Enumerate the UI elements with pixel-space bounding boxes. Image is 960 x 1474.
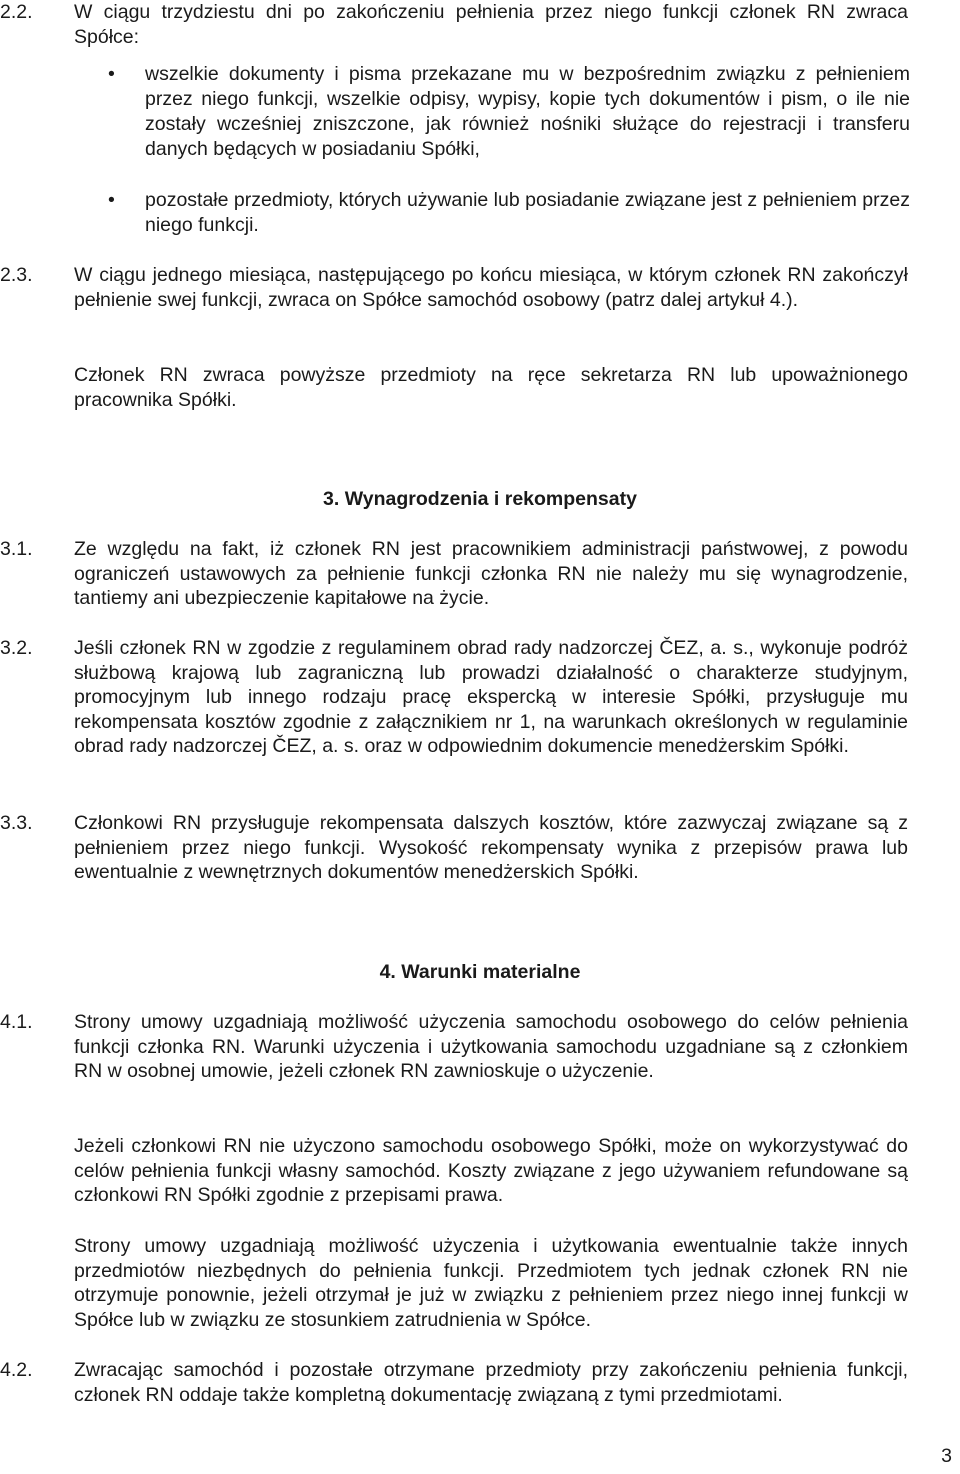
section-3-heading: 3. Wynagrodzenia i rekompensaty [323,488,637,510]
paragraph-3-1 [0,537,908,611]
paragraph-4-1-second [0,1134,908,1208]
section-4-1 [0,1010,960,1084]
section-4-heading: 4. Warunki materialne [379,961,581,983]
paragraph-4-1-third [0,1234,908,1332]
paragraph-number: 2.2. [0,1,33,23]
list-item [108,188,910,238]
paragraph-text: Jeśli członek RN w zgodzie z regulaminem obrad rady nadzorczej ČEZ, a. s., wykonuje podróż służbową krajową lub zagraniczną lub prowadzi działalność o charakterze studyjnym, promocyjnym lub innego rodzaju pracę ekspercką w interesie Spółki, przysługuje mu rekompensata kosztów zgodnie z załącznikiem nr 1, na warunkach określonych w regulaminie obrad rady nadzorczej ČEZ, a. s. oraz w odpowiednim dokumencie menedżerskim Spółki. [74,637,908,758]
paragraph-4-1 [0,1010,908,1084]
paragraph-2-3 [0,263,908,312]
paragraph-number: 4.2. [0,1359,33,1381]
list-item-text: wszelkie dokumenty i pisma przekazane mu w bezpośrednim związku z pełnieniem przez niego funkcji, wszelkie odpisy, wypisy, kopie tych dokumentów i pism, o ile nie zostały wcześniej zniszczone, jak również nośniki służące do rejestracji i transferu danych będących w posiadaniu Spółki, [145,63,910,160]
paragraph-2-3-second [0,363,908,412]
paragraph-number: 3.3. [0,812,33,834]
section-3-3 [0,811,960,885]
bullet-icon: • [108,63,115,85]
paragraph-text: Jeżeli członkowi RN nie użyczono samochodu osobowego Spółki, może on wykorzystywać do celów pełnienia funkcji własny samochód. Koszty związane z jego używaniem refundowane są członkowi RN Spółki zgodnie z przepisami prawa. [74,1135,908,1207]
paragraph-number: 3.2. [0,637,33,659]
section-2-3-cont [0,363,960,412]
paragraph-text: Strony umowy uzgadniają możliwość użyczenia i użytkowania ewentualnie także innych przedmiotów niezbędnych do pełnienia funkcji. Przedmiotem tych jednak członek RN nie otrzymuje ponownie, jeżeli otrzymał je już w związku z pełnieniem przez niego innej funkcji w Spółce lub w związku ze stosunkiem zatrudnienia w Spółce. [74,1235,908,1331]
section-4-1-cont2 [0,1234,960,1332]
bullet-list [0,62,960,162]
paragraph-text: Strony umowy uzgadniają możliwość użyczenia samochodu osobowego do celów pełnienia funkcji członka RN. Warunki użyczenia i użytkowania samochodu uzgadniane są z członkiem RN w osobnej umowie, jeżeli członek RN zawnioskuje o użyczenie. [74,1011,908,1083]
paragraph-4-2 [0,1358,908,1407]
section-2-2 [0,0,960,49]
section-3-1 [0,537,960,611]
paragraph-number: 4.1. [0,1011,33,1033]
paragraph-text: Członkowi RN przysługuje rekompensata dalszych kosztów, które zazwyczaj związane są z pełnieniem przez niego funkcji. Wysokość rekompensaty wynika z przepisów prawa lub ewentualnie z wewnętrznych dokumentów menedżerskich Spółki. [74,812,908,884]
paragraph-text: Zwracając samochód i pozostałe otrzymane przedmioty przy zakończeniu pełnienia funkcji, członek RN oddaje także kompletną dokumentację związaną z tymi przedmiotami. [74,1359,908,1406]
bullet-icon: • [108,189,115,211]
paragraph-text: W ciągu jednego miesiąca, następującego po końcu miesiąca, w którym członek RN zakończył pełnienie swej funkcji, zwraca on Spółce samochód osobowy (patrz dalej artykuł 4.). [74,264,908,311]
paragraph-text: Członek RN zwraca powyższe przedmioty na ręce sekretarza RN lub upoważnionego pracownika Spółki. [74,364,908,411]
section-4-2 [0,1358,960,1407]
paragraph-text: Ze względu na fakt, iż członek RN jest pracownikiem administracji państwowej, z powodu ograniczeń ustawowych za pełnienie funkcji członka RN nie należy mu się wynagrodzenie, tantiemy ani ubezpieczenie kapitałowe na życie. [74,538,908,610]
list-item [108,62,910,162]
paragraph-number: 3.1. [0,538,33,560]
page-number: 3 [941,1445,952,1467]
paragraph-3-3 [0,811,908,885]
section-4-1-cont [0,1134,960,1208]
paragraph-text: W ciągu trzydziestu dni po zakończeniu pełnienia przez niego funkcji członek RN zwraca Spółce: [74,1,908,48]
section-3-2 [0,636,960,759]
paragraph-number: 2.3. [0,264,33,286]
list-item-text: pozostałe przedmioty, których używanie lub posiadanie związane jest z pełnieniem przez niego funkcji. [145,189,910,236]
section-2-3 [0,263,960,312]
bullet-list-2 [0,188,960,238]
paragraph-3-2 [0,636,908,759]
paragraph-2-2 [0,0,908,49]
